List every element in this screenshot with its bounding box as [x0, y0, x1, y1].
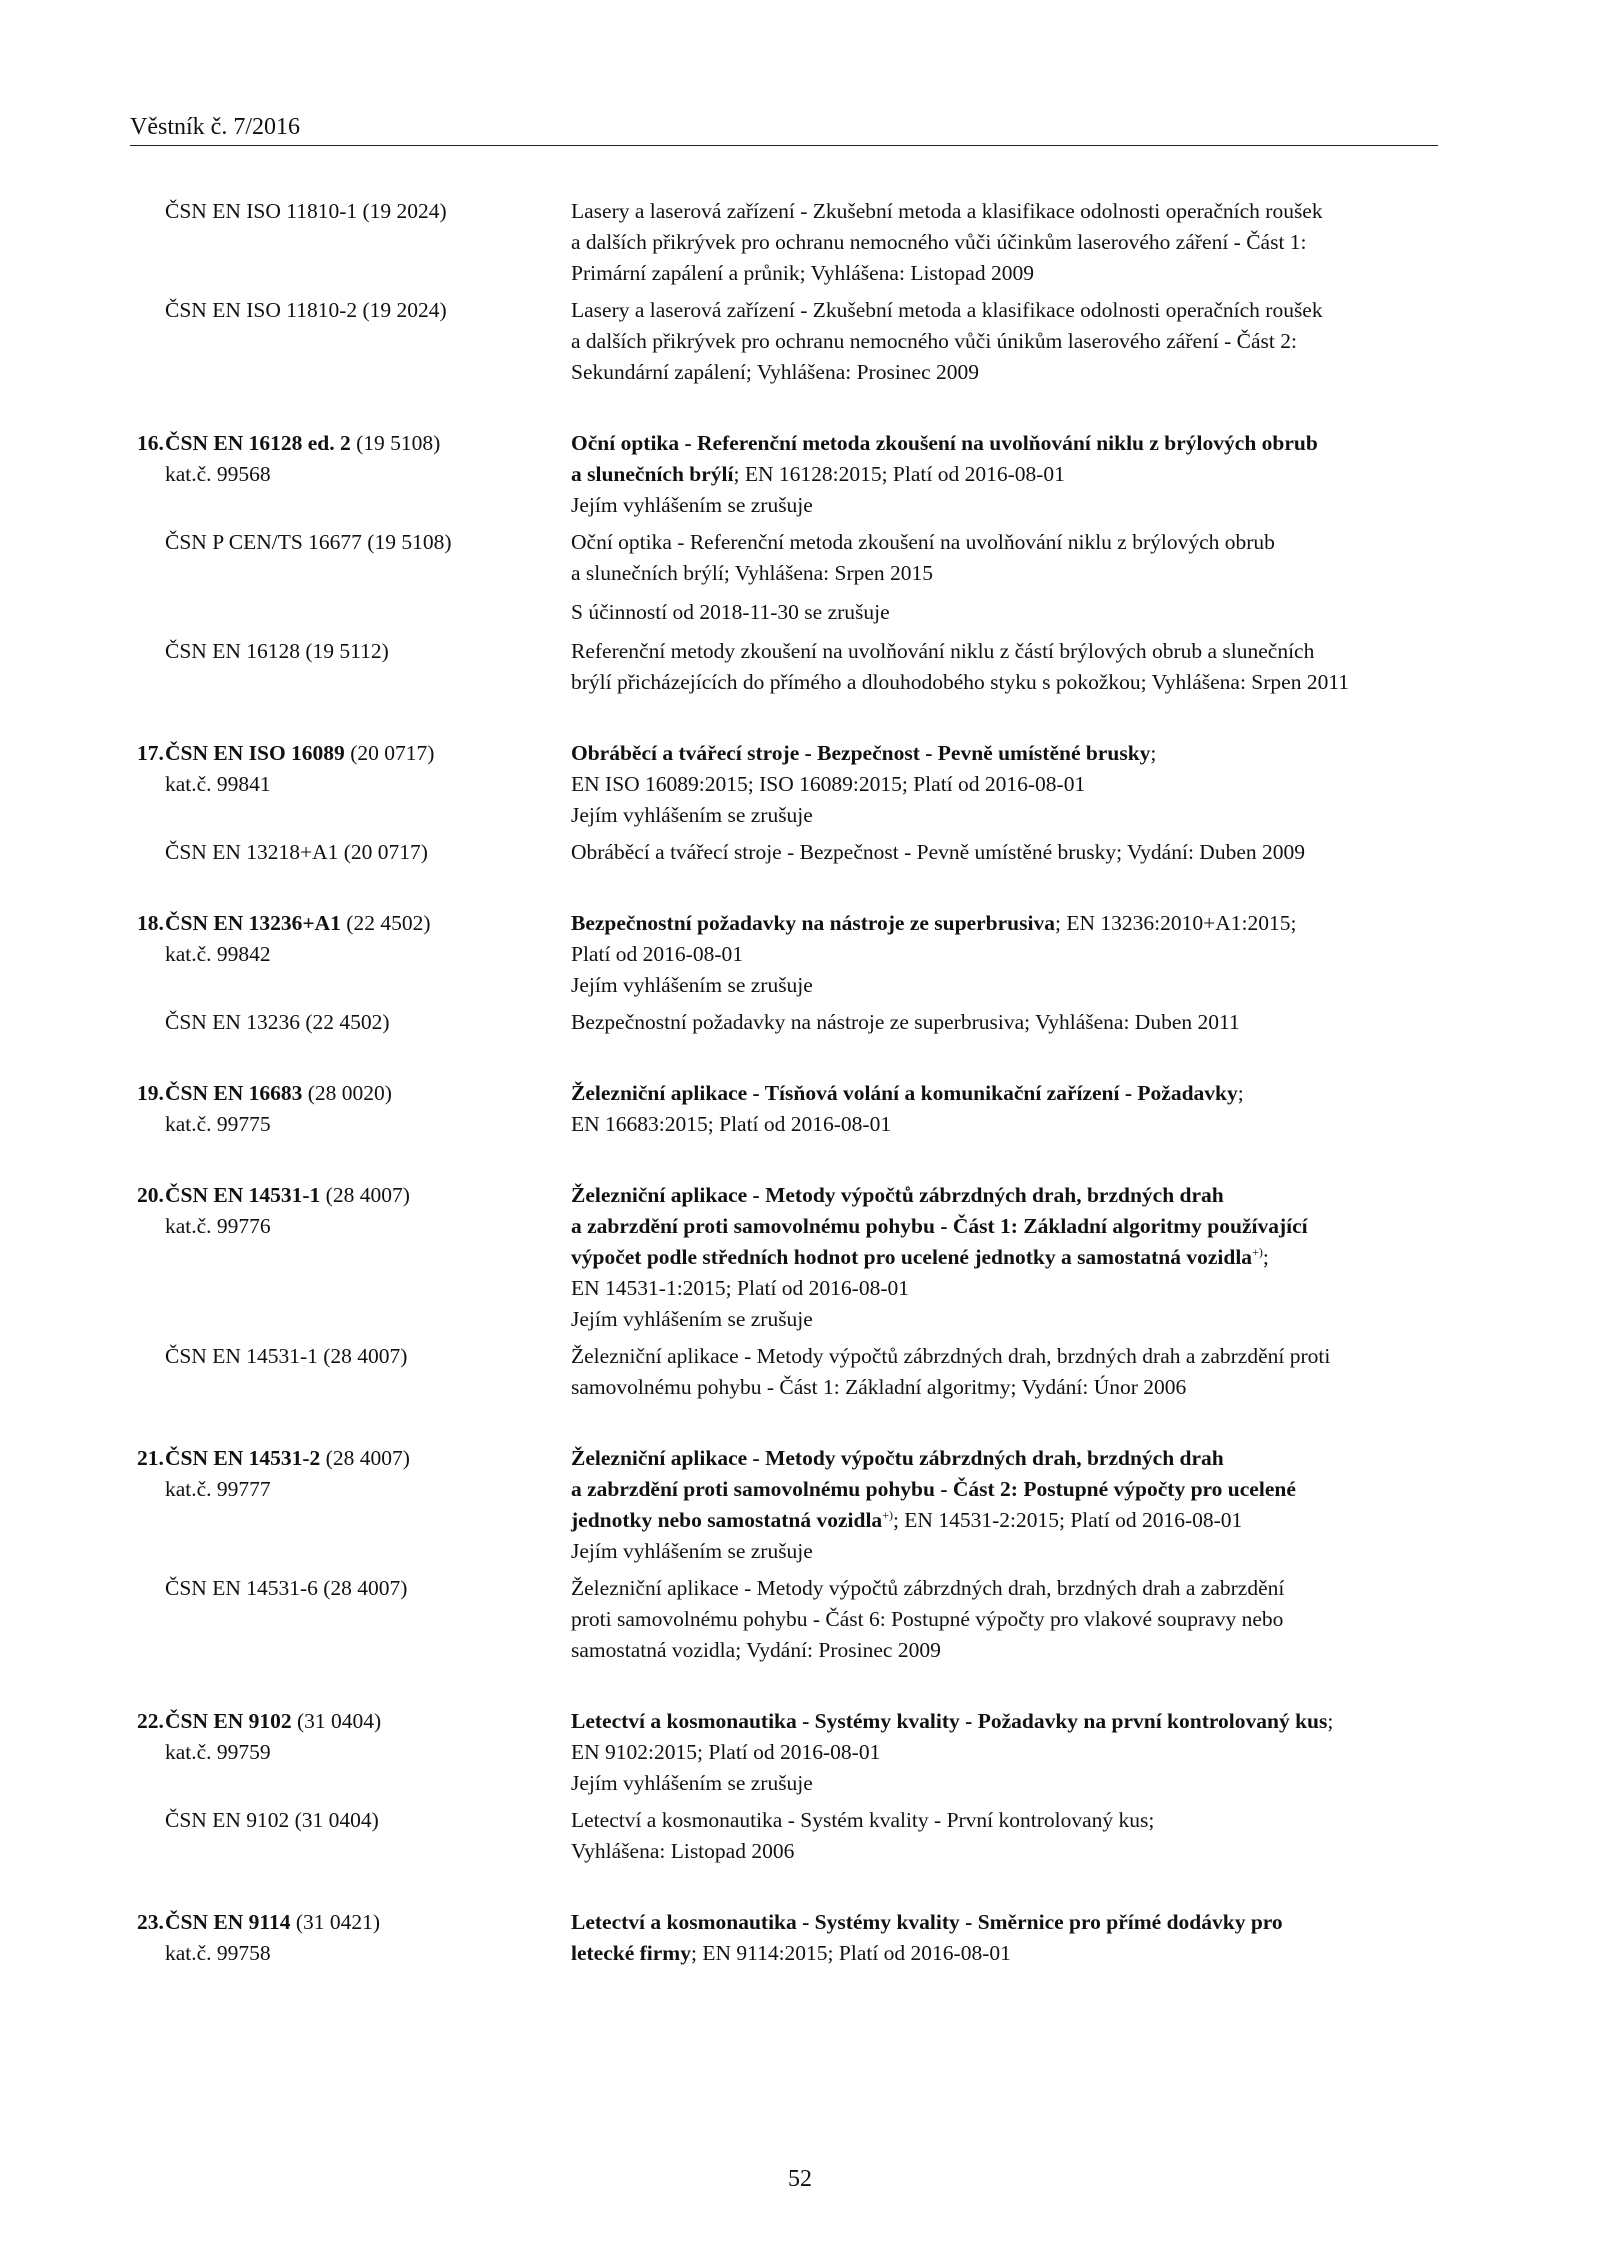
catalog-number: kat.č. 99775	[165, 1112, 271, 1136]
catalog-number: kat.č. 99841	[165, 772, 271, 796]
entry-number: 22.	[137, 1709, 164, 1733]
standard-description: Lasery a laserová zařízení - Zkušební metoda a klasifikace odolnosti operačních roušek a dalších přikrývek pro ochranu nemocného vůči únikům laserového záření - Část 2: Sekundární zapálení; Vyhlášena: Prosinec 2009	[571, 298, 1323, 384]
cancellation-note: Jejím vyhlášením se zrušuje	[571, 973, 813, 997]
standard-code: 23. ČSN EN 9114 (31 0421) kat.č. 99758	[165, 1907, 571, 1969]
new-standard-entry	[137, 428, 1447, 521]
footnote-marker: +)	[882, 1507, 893, 1522]
standard-code: ČSN P CEN/TS 16677 (19 5108)	[165, 530, 452, 554]
catalog-number: kat.č. 99758	[165, 1941, 271, 1965]
replaced-standard-row	[165, 527, 1447, 628]
page-header	[130, 112, 1438, 146]
page-number: 52	[788, 2166, 812, 2192]
new-standard-entry	[137, 1078, 1447, 1140]
standard-description: Oční optika - Referenční metoda zkoušení na uvolňování niklu z brýlových obrub a slunečních brýlí; EN 16128:2015; Platí od 2016-08-01 Jejím vyhlášením se zrušuje	[571, 428, 1447, 521]
catalog-number: kat.č. 99777	[165, 1477, 271, 1501]
standard-code: 22. ČSN EN 9102 (31 0404) kat.č. 99759	[165, 1706, 571, 1768]
standard-description: Letectví a kosmonautika - Systémy kvality - Směrnice pro přímé dodávky pro letecké firmy; EN 9114:2015; Platí od 2016-08-01	[571, 1910, 1283, 1965]
standard-description: Železniční aplikace - Metody výpočtů zábrzdných drah, brzdných drah a zabrzdění proti samovolnému pohybu - Část 1: Základní algoritmy používající výpočet podle středních hodnot pro ucelené jednotky a samostatná vozidla+); EN 14531-1:2015; Platí od 2016-08-01 Jejím vyhlášením se zrušuje	[571, 1180, 1447, 1335]
new-standard-entry	[137, 1180, 1447, 1335]
new-standard-entry	[137, 1706, 1447, 1799]
catalog-number: kat.č. 99759	[165, 1740, 271, 1764]
standard-code: ČSN EN 16128 (19 5112)	[165, 639, 389, 663]
entry-number: 19.	[137, 1081, 164, 1105]
standard-code: 20. ČSN EN 14531-1 (28 4007) kat.č. 99776	[165, 1180, 571, 1242]
standard-description: Obráběcí a tvářecí stroje - Bezpečnost - Pevně umístěné brusky; Vydání: Duben 2009	[571, 840, 1305, 864]
standard-description: Letectví a kosmonautika - Systém kvality - První kontrolovaný kus; Vyhlášena: Listopad 2006	[571, 1808, 1155, 1863]
replaced-standard-row	[165, 1341, 1447, 1403]
new-standard-entry	[137, 908, 1447, 1001]
standard-description: Železniční aplikace - Metody výpočtů zábrzdných drah, brzdných drah a zabrzdění proti samovolnému pohybu - Část 6: Postupné výpočty pro vlakové soupravy nebo samostatná vozidla; Vydání: Prosinec 2009	[571, 1576, 1285, 1662]
entry-number: 16.	[137, 431, 164, 455]
standard-description: Letectví a kosmonautika - Systémy kvality - Požadavky na první kontrolovaný kus; EN 9102:2015; Platí od 2016-08-01 Jejím vyhlášením se zrušuje	[571, 1706, 1447, 1799]
new-standard-entry	[137, 738, 1447, 831]
standard-code: ČSN EN 14531-1 (28 4007)	[165, 1344, 408, 1368]
standard-code: ČSN EN ISO 11810-1 (19 2024)	[165, 199, 447, 223]
entry-number: 21.	[137, 1446, 164, 1470]
standard-code: 16. ČSN EN 16128 ed. 2 (19 5108) kat.č. 99568	[165, 428, 571, 490]
standard-description: Železniční aplikace - Tísňová volání a komunikační zařízení - Požadavky; EN 16683:2015; Platí od 2016-08-01	[571, 1081, 1244, 1136]
standard-description: Železniční aplikace - Metody výpočtu zábrzdných drah, brzdných drah a zabrzdění proti samovolnému pohybu - Část 2: Postupné výpočty pro ucelené jednotky nebo samostatná vozidla+); EN 14531-2:2015; Platí od 2016-08-01 Jejím vyhlášením se zrušuje	[571, 1443, 1447, 1567]
standard-code: ČSN EN 14531-6 (28 4007)	[165, 1576, 408, 1600]
standard-code: ČSN EN ISO 11810-2 (19 2024)	[165, 298, 447, 322]
entry-number: 17.	[137, 741, 164, 765]
standard-description: Bezpečnostní požadavky na nástroje ze superbrusiva; Vyhlášena: Duben 2011	[571, 1010, 1240, 1034]
cancellation-note: Jejím vyhlášením se zrušuje	[571, 1771, 813, 1795]
standard-code: 17. ČSN EN ISO 16089 (20 0717) kat.č. 99841	[165, 738, 571, 800]
standard-code: 18. ČSN EN 13236+A1 (22 4502) kat.č. 99842	[165, 908, 571, 970]
standard-code: ČSN EN 9102 (31 0404)	[165, 1808, 379, 1832]
footnote-marker: +)	[1252, 1244, 1263, 1259]
entry-number: 18.	[137, 911, 164, 935]
standard-description: Oční optika - Referenční metoda zkoušení na uvolňování niklu z brýlových obrub a slunečních brýlí; Vyhlášena: Srpen 2015 S účinností od 2018-11-30 se zrušuje	[571, 527, 1447, 628]
standard-code: 19. ČSN EN 16683 (28 0020) kat.č. 99775	[165, 1078, 571, 1140]
catalog-number: kat.č. 99568	[165, 462, 271, 486]
cancellation-note: Jejím vyhlášením se zrušuje	[571, 1539, 813, 1563]
replaced-standard-row	[165, 1805, 1447, 1867]
standard-code: ČSN EN 13218+A1 (20 0717)	[165, 840, 428, 864]
standard-code: 21. ČSN EN 14531-2 (28 4007) kat.č. 99777	[165, 1443, 571, 1505]
cancellation-note: S účinností od 2018-11-30 se zrušuje	[571, 600, 890, 624]
standard-description: Lasery a laserová zařízení - Zkušební metoda a klasifikace odolnosti operačních roušek a dalších přikrývek pro ochranu nemocného vůči účinkům laserového záření - Část 1: Primární zapálení a průnik; Vyhlášena: Listopad 2009	[571, 199, 1323, 285]
standard-description: Referenční metody zkoušení na uvolňování niklu z částí brýlových obrub a slunečních brýlí přicházejících do přímého a dlouhodobého styku s pokožkou; Vyhlášena: Srpen 2011	[571, 639, 1350, 694]
entry-number: 20.	[137, 1183, 164, 1207]
replaced-standard-row	[165, 1007, 1447, 1038]
cancellation-note: Jejím vyhlášením se zrušuje	[571, 803, 813, 827]
new-standard-entry	[137, 1443, 1447, 1567]
catalog-number: kat.č. 99776	[165, 1214, 271, 1238]
replaced-standard-row	[165, 837, 1447, 868]
standard-description: Bezpečnostní požadavky na nástroje ze superbrusiva; EN 13236:2010+A1:2015; Platí od 2016-08-01 Jejím vyhlášením se zrušuje	[571, 908, 1447, 1001]
cancellation-note: Jejím vyhlášením se zrušuje	[571, 1307, 813, 1331]
cancellation-note: Jejím vyhlášením se zrušuje	[571, 493, 813, 517]
standard-description: Železniční aplikace - Metody výpočtů zábrzdných drah, brzdných drah a zabrzdění proti samovolnému pohybu - Část 1: Základní algoritmy; Vydání: Únor 2006	[571, 1344, 1331, 1399]
standard-code: ČSN EN 13236 (22 4502)	[165, 1010, 390, 1034]
standard-description: Obráběcí a tvářecí stroje - Bezpečnost - Pevně umístěné brusky; EN ISO 16089:2015; ISO 16089:2015; Platí od 2016-08-01 Jejím vyhlášením se zrušuje	[571, 738, 1447, 831]
replaced-standard-row	[165, 295, 1447, 388]
replaced-standard-row	[165, 636, 1447, 698]
new-standard-entry	[137, 1907, 1447, 1969]
catalog-number: kat.č. 99842	[165, 942, 271, 966]
replaced-standard-row	[165, 196, 1447, 289]
document-body	[137, 196, 1447, 1969]
header-title: Věstník č. 7/2016	[130, 114, 300, 140]
entry-number: 23.	[137, 1910, 164, 1934]
replaced-standard-row	[165, 1573, 1447, 1666]
